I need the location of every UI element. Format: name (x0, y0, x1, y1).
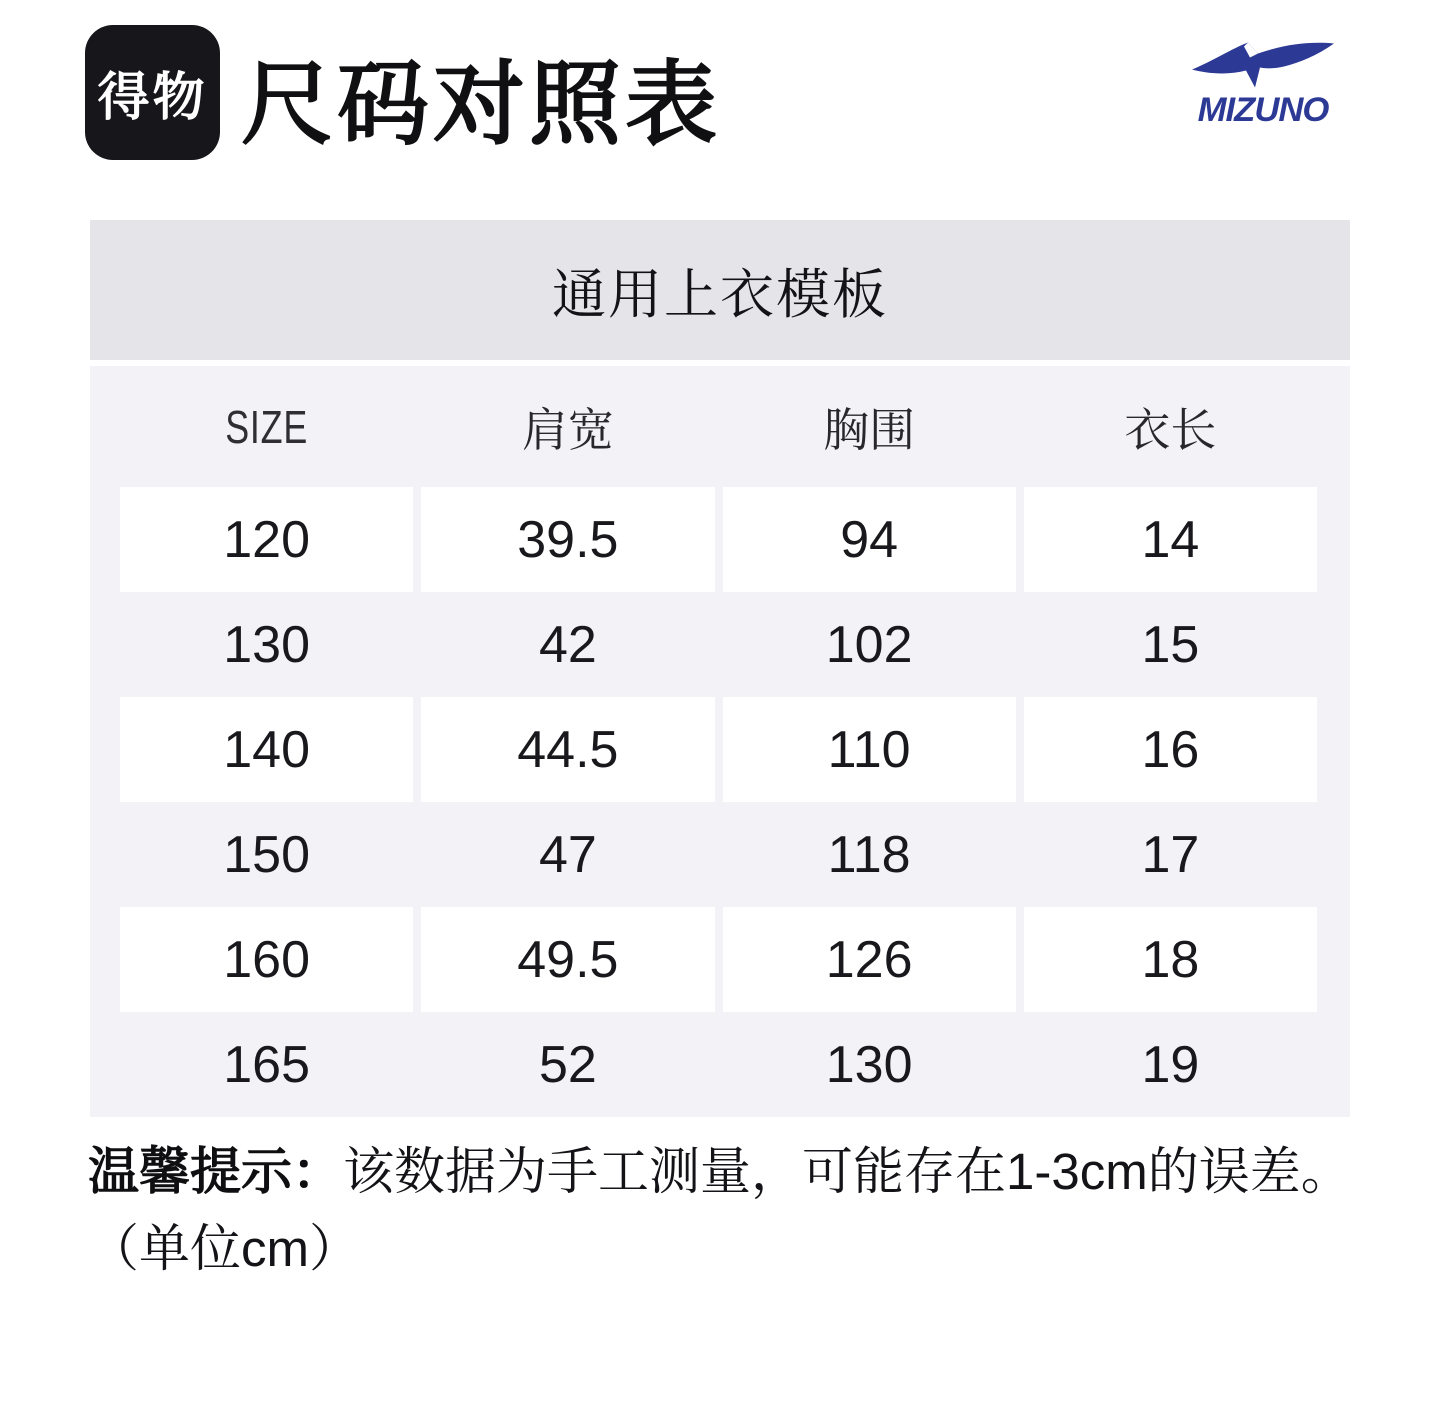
table-cell: 102 (825, 615, 913, 674)
table-cell: 47 (538, 825, 597, 884)
footnote-bold-prefix: 温馨提示： (88, 1143, 344, 1200)
table-row (120, 592, 1317, 697)
table-cell: 126 (723, 907, 1016, 1012)
table-cell: 165 (223, 1035, 310, 1094)
table-cell: 52 (538, 1035, 597, 1094)
table-cell: 39.5 (421, 487, 714, 592)
table-cell: 118 (827, 825, 911, 884)
footnote-text: 该数据为手工测量，可能存在1-3cm的误差。 (343, 1143, 1352, 1200)
table-cell: 14 (1024, 487, 1317, 592)
mizuno-wordmark: MIZUNO (1197, 91, 1329, 129)
table-row (120, 907, 1317, 1012)
size-table (90, 366, 1350, 1117)
template-bar (90, 220, 1350, 360)
table-cell: 19 (1141, 1035, 1200, 1094)
table-cell: 120 (120, 487, 413, 592)
table-row (120, 487, 1317, 592)
table-cell: 49.5 (421, 907, 714, 1012)
column-header-shoulder: 肩宽 (521, 403, 614, 456)
dewu-logo (85, 25, 220, 160)
table-cell: 110 (723, 697, 1016, 802)
dewu-logo-text: 得物 (97, 69, 208, 127)
page-title: 尺码对照表 (241, 54, 722, 156)
footnote-line2: （单位cm） (88, 1220, 360, 1277)
mizuno-logo (1192, 42, 1334, 130)
table-cell: 130 (825, 1035, 913, 1094)
template-bar-label: 通用上衣模板 (552, 264, 888, 325)
table-cell: 18 (1024, 907, 1317, 1012)
table-cell: 160 (120, 907, 413, 1012)
mizuno-runbird-icon (1192, 42, 1334, 89)
table-row (120, 1012, 1317, 1117)
table-cell: 16 (1024, 697, 1317, 802)
table-row (120, 802, 1317, 907)
column-header-chest: 胸围 (823, 403, 916, 456)
table-row (120, 697, 1317, 802)
table-cell: 140 (120, 697, 413, 802)
table-header-row (120, 366, 1317, 487)
table-cell: 17 (1141, 825, 1200, 884)
table-cell: 150 (223, 825, 310, 884)
footnote-line1 (88, 1140, 1368, 1204)
table-cell: 44.5 (421, 697, 714, 802)
column-header-length: 衣长 (1124, 403, 1217, 456)
table-cell: 15 (1141, 615, 1200, 674)
table-cell: 130 (223, 615, 310, 674)
column-header-size: SIZE (225, 400, 309, 453)
table-cell: 42 (538, 615, 597, 674)
table-cell: 94 (723, 487, 1016, 592)
